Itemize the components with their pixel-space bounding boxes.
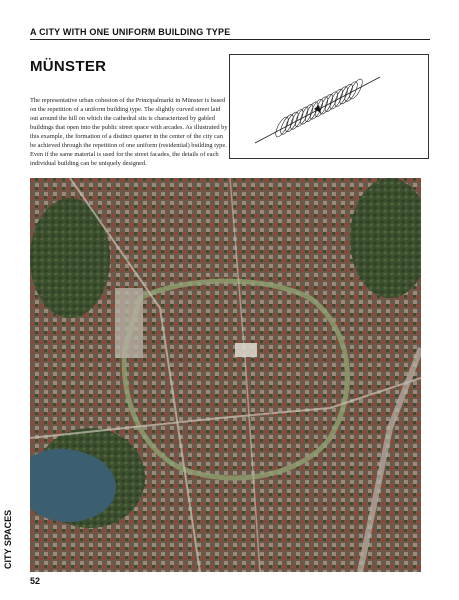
article-title: MÜNSTER (30, 58, 107, 75)
repeated-gabled-buildings-diagram-icon (230, 55, 428, 158)
side-section-label: CITY SPACES (3, 509, 13, 569)
aerial-photo (30, 178, 421, 572)
article-body: The representative urban cohesion of the Prinzipalmarkt in Münster is based on the repetition of a uniform building type. The slightly curved street laid out around the hill on which the cathedral sits is characterized by gabled buildings that open into the public street space with arcades. As illustrated by this example, the formation of a distinct quarter in the center of the city can be achieved through the repetition of one uniform (residential) building type. Even if the same material is used for the street facades, the details of each individual building can be uniquely designed. (30, 97, 228, 167)
section-header: A CITY WITH ONE UNIFORM BUILDING TYPE (30, 27, 231, 37)
aerial-city-photo-icon (30, 178, 421, 572)
building-type-diagram (229, 54, 429, 159)
header-rule (30, 39, 430, 40)
page-number: 52 (30, 576, 41, 586)
